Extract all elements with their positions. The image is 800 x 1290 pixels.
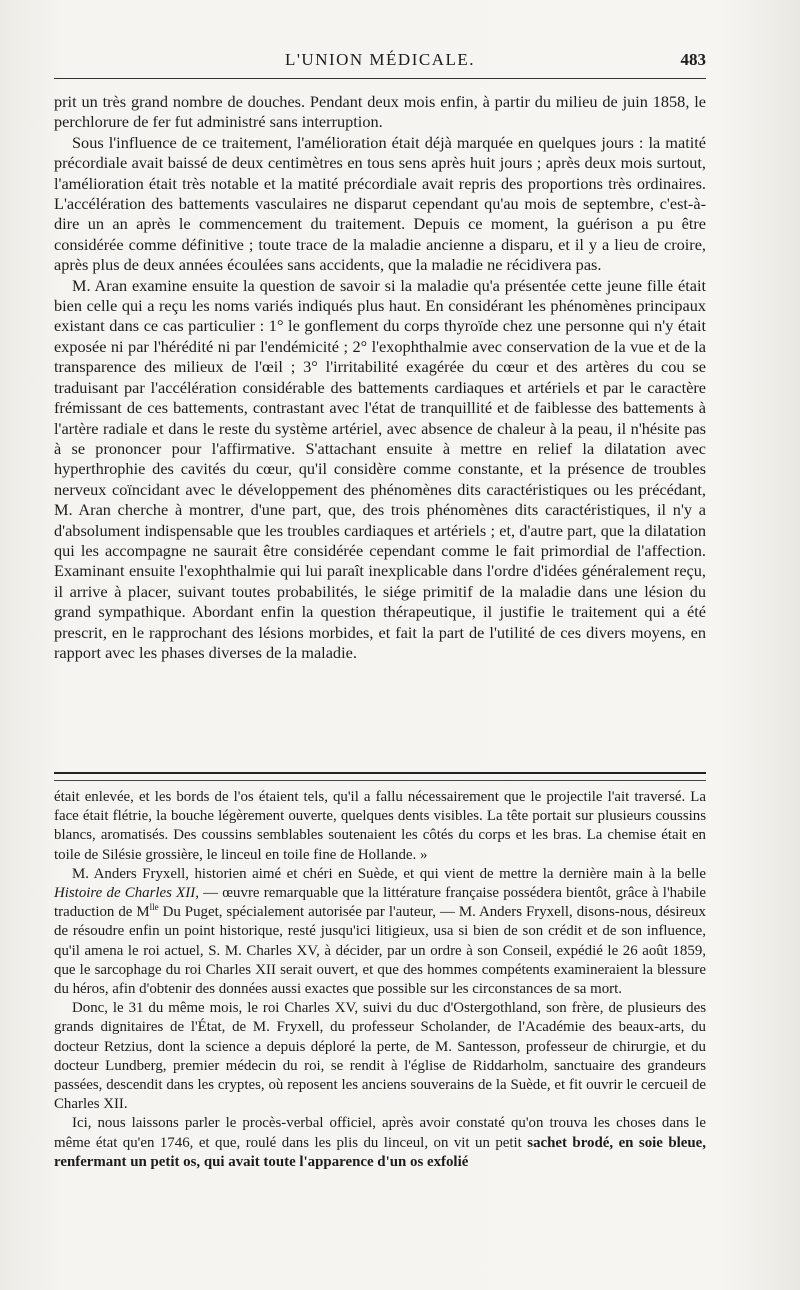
- note-paragraph-riddarholm: Donc, le 31 du même mois, le roi Charles XV, suivi du duc d'Ostergothland, son frère, de plusieurs des grands dignitaires de l'État, de M. Fryxell, du professeur Scholander, de l'Académie des beaux-arts, du docteur Retzius, dont la science a depuis déploré la perte, de M. Santesson, professeur de chirurgie, et du docteur Lundberg, premier médecin du roi, se rendit à l'église de Riddarholm, sanctuaire des grandeurs passées, descendit dans les cryptes, où reposent les anciens souverains de la Suède, et fit ouvrir le cercueil de Charles XII.: [54, 1000, 706, 1113]
- running-title: L'UNION MÉDICALE.: [284, 50, 476, 69]
- note-text-bold: sachet brodé, en soie bleue, renfermant un petit os, qui avait toute l'apparence d'un os exfolié: [54, 1134, 706, 1170]
- note-paragraph-continued: était enlevée, et les bords de l'os étaient tels, qu'il a fallu nécessairement que le projectile l'ait traversé. La face était flétrie, la bouche légèrement ouverte, quelques dents visibles. La tête portait sur plusieurs coussins blancs, aromatisés. Des coussins semblables soutenaient les côtés du corps et les bras. La chemise était en toile de Silésie grossière, le linceul en toile fine de Hollande. »: [54, 789, 706, 863]
- page-number: 483: [680, 50, 706, 69]
- footnote-separator: [54, 772, 706, 781]
- main-text: [54, 92, 706, 663]
- note-text: M. Anders Fryxell, historien aimé et chéri en Suède, et qui vient de mettre la dernière main à la belle: [72, 865, 706, 882]
- paragraph-continued: prit un très grand nombre de douches. Pendant deux mois enfin, à partir du milieu de juin 1858, le perchlorure de fer fut administré sans interruption.: [54, 92, 706, 132]
- page-header: [54, 46, 706, 74]
- note-paragraph-proces-verbal: [54, 1114, 706, 1172]
- paragraph-aran-analysis: M. Aran examine ensuite la question de savoir si la maladie qu'a présentée cette jeune fille était bien celle qui a reçu les noms variés indiqués plus haut. En considérant les phénomènes principaux existant dans ce cas particulier : 1° le gonflement du corps thyroïde chez une personne qui n'y était exposée ni par l'hérédité ni par l'endémicité ; 2° l'exophthalmie avec conservation de la vue et de la transparence des milieux de l'œil ; 3° l'irritabilité exagérée du cœur et des artères du cou se traduisant par l'accélération considérable des battements cardiaques et artériels et par le caractère frémissant de ces battements, contrastant avec l'état de tranquillité et de faiblesse des battements à l'artère radiale et dans le reste du système artériel, avec absence de chaleur à la peau, il n'hésite pas à se prononcer pour l'affirmative. S'attachant ensuite à mettre en relief la dilatation avec hyperthrophie des cavités du cœur, qu'il considère comme constante, et la présence de troubles nerveux coïncidant avec le développement des phénomènes dits caractéristiques ou les précédant, M. Aran cherche à montrer, d'une part, que, des trois phénomènes dits caractéristiques, il n'y a d'absolument indispensable que les troubles cardiaques et artériels ; et, d'autre part, que la dilatation qui les accompagne ne saurait être considérée cependant comme le fait primordial de l'affection. Examinant ensuite l'exophthalmie qui lui paraît inexplicable dans l'ordre d'idées généralement reçu, il arrive à placer, suivant toutes probabilités, le siége primitif de la maladie dans une lésion du grand sympathique. Abordant enfin la question thérapeutique, il justifie le traitement qui a été prescrit, en le rapprochant des lésions morbides, et fait la part de l'utilité de ces divers moyens, en rapport avec les phases diverses de la maladie.: [54, 275, 706, 662]
- header-rule: [54, 78, 706, 79]
- note-text: — œuvre remarquable que la littérature française possédera bientôt, grâce à l'habile traduction de M: [54, 885, 707, 921]
- paragraph-treatment-results: Sous l'influence de ce traitement, l'amélioration était déjà marquée en quelques jours : la matité précordiale avait baissé de deux centimètres en tous sens après huit jours ; après deux mois surtout, l'amélioration était très notable et la matité précordiale avait repris des proportions très ordinaires. L'accélération des battements vasculaires ne disparut cependant qu'au mois de septembre, c'est-à-dire un an après le commencement du traitement. Depuis ce moment, la guérison a pu être considérée comme définitive ; toute trace de la maladie ancienne a disparu, et il y a lieu de croire, après plus de deux années écoulées sans accidents, que la maladie ne récidivera pas.: [54, 132, 706, 275]
- superscript: lle: [149, 902, 159, 913]
- book-title: Histoire de Charles XII,: [54, 885, 199, 902]
- note-text: Ici, nous laissons parler le procès-verbal officiel, après avoir constaté qu'on trouva les choses dans le même état qu'en 1746, et que, roulé dans les plis du linceul, on vit un petit: [54, 1115, 706, 1151]
- note-text: Du Puget, spécialement autorisée par l'auteur, — M. Anders Fryxell, disons-nous, désireux de résoudre enfin un point historique, resté jusqu'ici litigieux, usa si bien de son crédit et de son influence, qu'il amena le roi actuel, S. M. Charles XV, à décider, par un ordre à son Conseil, expédié le 26 août 1859, que le sarcophage du roi Charles XII serait ouvert, et que des hommes compétents examineraient la blessure du héros, afin d'obtenir des données aussi exactes que possible sur les circonstances de sa mort.: [54, 904, 706, 998]
- feuilleton-text: [54, 788, 706, 1172]
- note-paragraph-fryxell: [54, 865, 706, 999]
